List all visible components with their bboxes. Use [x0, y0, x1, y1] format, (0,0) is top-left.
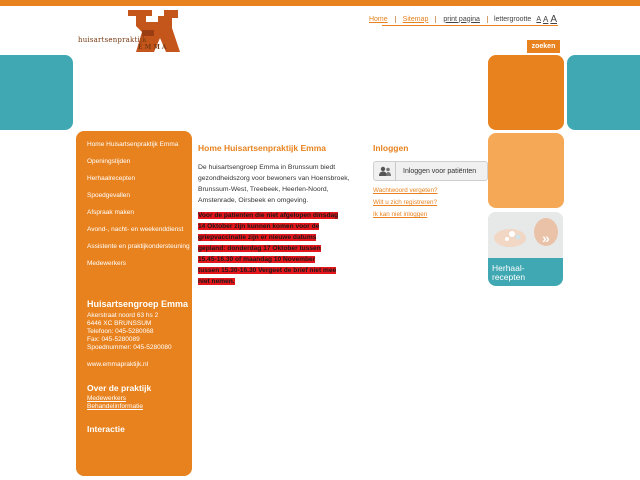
sidebar-item-home[interactable]: Home Huisartsenpraktijk Emma [87, 141, 179, 148]
login-links [373, 185, 488, 221]
cannot-login-link[interactable]: Ik kan niet inloggen [373, 211, 428, 218]
logo[interactable] [76, 8, 190, 54]
fontsize-label: lettergrootte [493, 15, 532, 23]
logo-emma: EMMA [138, 44, 169, 51]
notice-line: gepland: donderdag 17 Oktober tussen [198, 245, 321, 252]
notice-line: Voor de patienten die niet afgelopen dinsdag [198, 212, 339, 219]
decor-teal-left [0, 55, 73, 130]
users-icon [374, 162, 396, 180]
interactie-title[interactable]: Interactie [87, 424, 125, 434]
forgot-password-link[interactable]: Wachtwoord vergeten? [373, 187, 438, 194]
about-section [87, 383, 191, 411]
chevron-right-icon: » [542, 230, 550, 246]
vaccination-notice [198, 210, 366, 287]
org-phone: Telefoon: 045-5280068 [87, 328, 154, 335]
herhaal-line-2: recepten [492, 272, 526, 282]
search-button[interactable]: zoeken [527, 40, 560, 53]
nav-sitemap-link[interactable]: Sitemap [396, 16, 437, 23]
nav-print-link[interactable]: print pagina [436, 16, 488, 23]
org-fax: Fax: 045-5280089 [87, 336, 140, 343]
logo-mark [76, 8, 190, 54]
about-link-medewerkers[interactable]: Medewerkers [87, 395, 127, 402]
fontsize-small-link[interactable]: A [536, 15, 541, 23]
sidebar-item-dienst[interactable]: Avond-, nacht- en weekenddienst [87, 226, 184, 233]
pills-photo [488, 212, 563, 258]
top-accent-bar [0, 0, 640, 6]
sidebar-item-herhaalrecepten[interactable]: Herhaalrecepten [87, 175, 136, 182]
sidebar-item-assistente[interactable]: Assistente en praktijkondersteuning [87, 243, 190, 250]
fontsize-medium-link[interactable]: A [542, 14, 549, 24]
main-content [198, 143, 366, 287]
org-website[interactable]: www.emmapraktijk.nl [87, 361, 149, 368]
sidebar-item-openingstijden[interactable]: Openingstijden [87, 158, 131, 165]
sidebar-item-medewerkers[interactable]: Medewerkers [87, 260, 127, 267]
notice-line: griepvaccinatie zijn er nieuwe datums [198, 234, 317, 241]
fontsize-large-link[interactable]: A [550, 13, 557, 25]
about-title: Over de praktijk [87, 383, 152, 393]
org-address: Akerstraat noord 63 hs 2 [87, 312, 159, 319]
top-nav [362, 12, 557, 26]
org-contact [87, 299, 191, 368]
notice-line: 15.45-16.30 of maandag 10 November [198, 256, 316, 263]
sidebar [76, 131, 192, 476]
register-link[interactable]: Wilt u zich registreren? [373, 199, 438, 206]
org-postal: 6446 XC BRUNSSUM [87, 320, 152, 327]
login-patients-button[interactable] [373, 161, 488, 181]
decor-orange-right [488, 55, 564, 130]
herhaal-text [492, 264, 525, 282]
org-name: Huisartsengroep Emma [87, 299, 189, 309]
logo-text: huisartsenpraktijk [78, 36, 147, 44]
notice-line: niet nemen. [198, 278, 235, 285]
notice-line: tussen 15.30-16.30 Vergeet de brief niet mee [198, 267, 337, 274]
decor-teal-right [567, 55, 640, 130]
sidebar-item-afspraak[interactable]: Afspraak maken [87, 209, 134, 216]
notice-line: 14 Oktober zijn kunnen komen voor de [198, 223, 320, 230]
login-title: Inloggen [373, 143, 409, 153]
herhaal-line-1: Herhaal- [492, 263, 525, 273]
sidebar-item-spoedgevallen[interactable]: Spoedgevallen [87, 192, 131, 199]
login-button-label: Inloggen voor patiënten [403, 167, 477, 175]
about-link-behandelinformatie[interactable]: Behandelinformatie [87, 403, 144, 410]
intro-text: De huisartsengroep Emma in Brunssum biedt gezondheidszorg voor bewoners van Hoensbroek, Brunssum-West, Treebeek, Heerlen-Noord, Amstenrade, Oirsbeek en omgeving. [198, 164, 350, 204]
nav-home-link[interactable]: Home [362, 16, 396, 23]
decor-orange-light [488, 133, 564, 208]
herhaalrecepten-banner[interactable] [488, 212, 563, 286]
nav-divider [382, 25, 558, 26]
org-emergency: Spoednummer: 045-5280080 [87, 344, 172, 351]
sidebar-menu [87, 141, 191, 277]
page-title: Home Huisartsenpraktijk Emma [198, 143, 327, 153]
login-panel [373, 143, 488, 221]
